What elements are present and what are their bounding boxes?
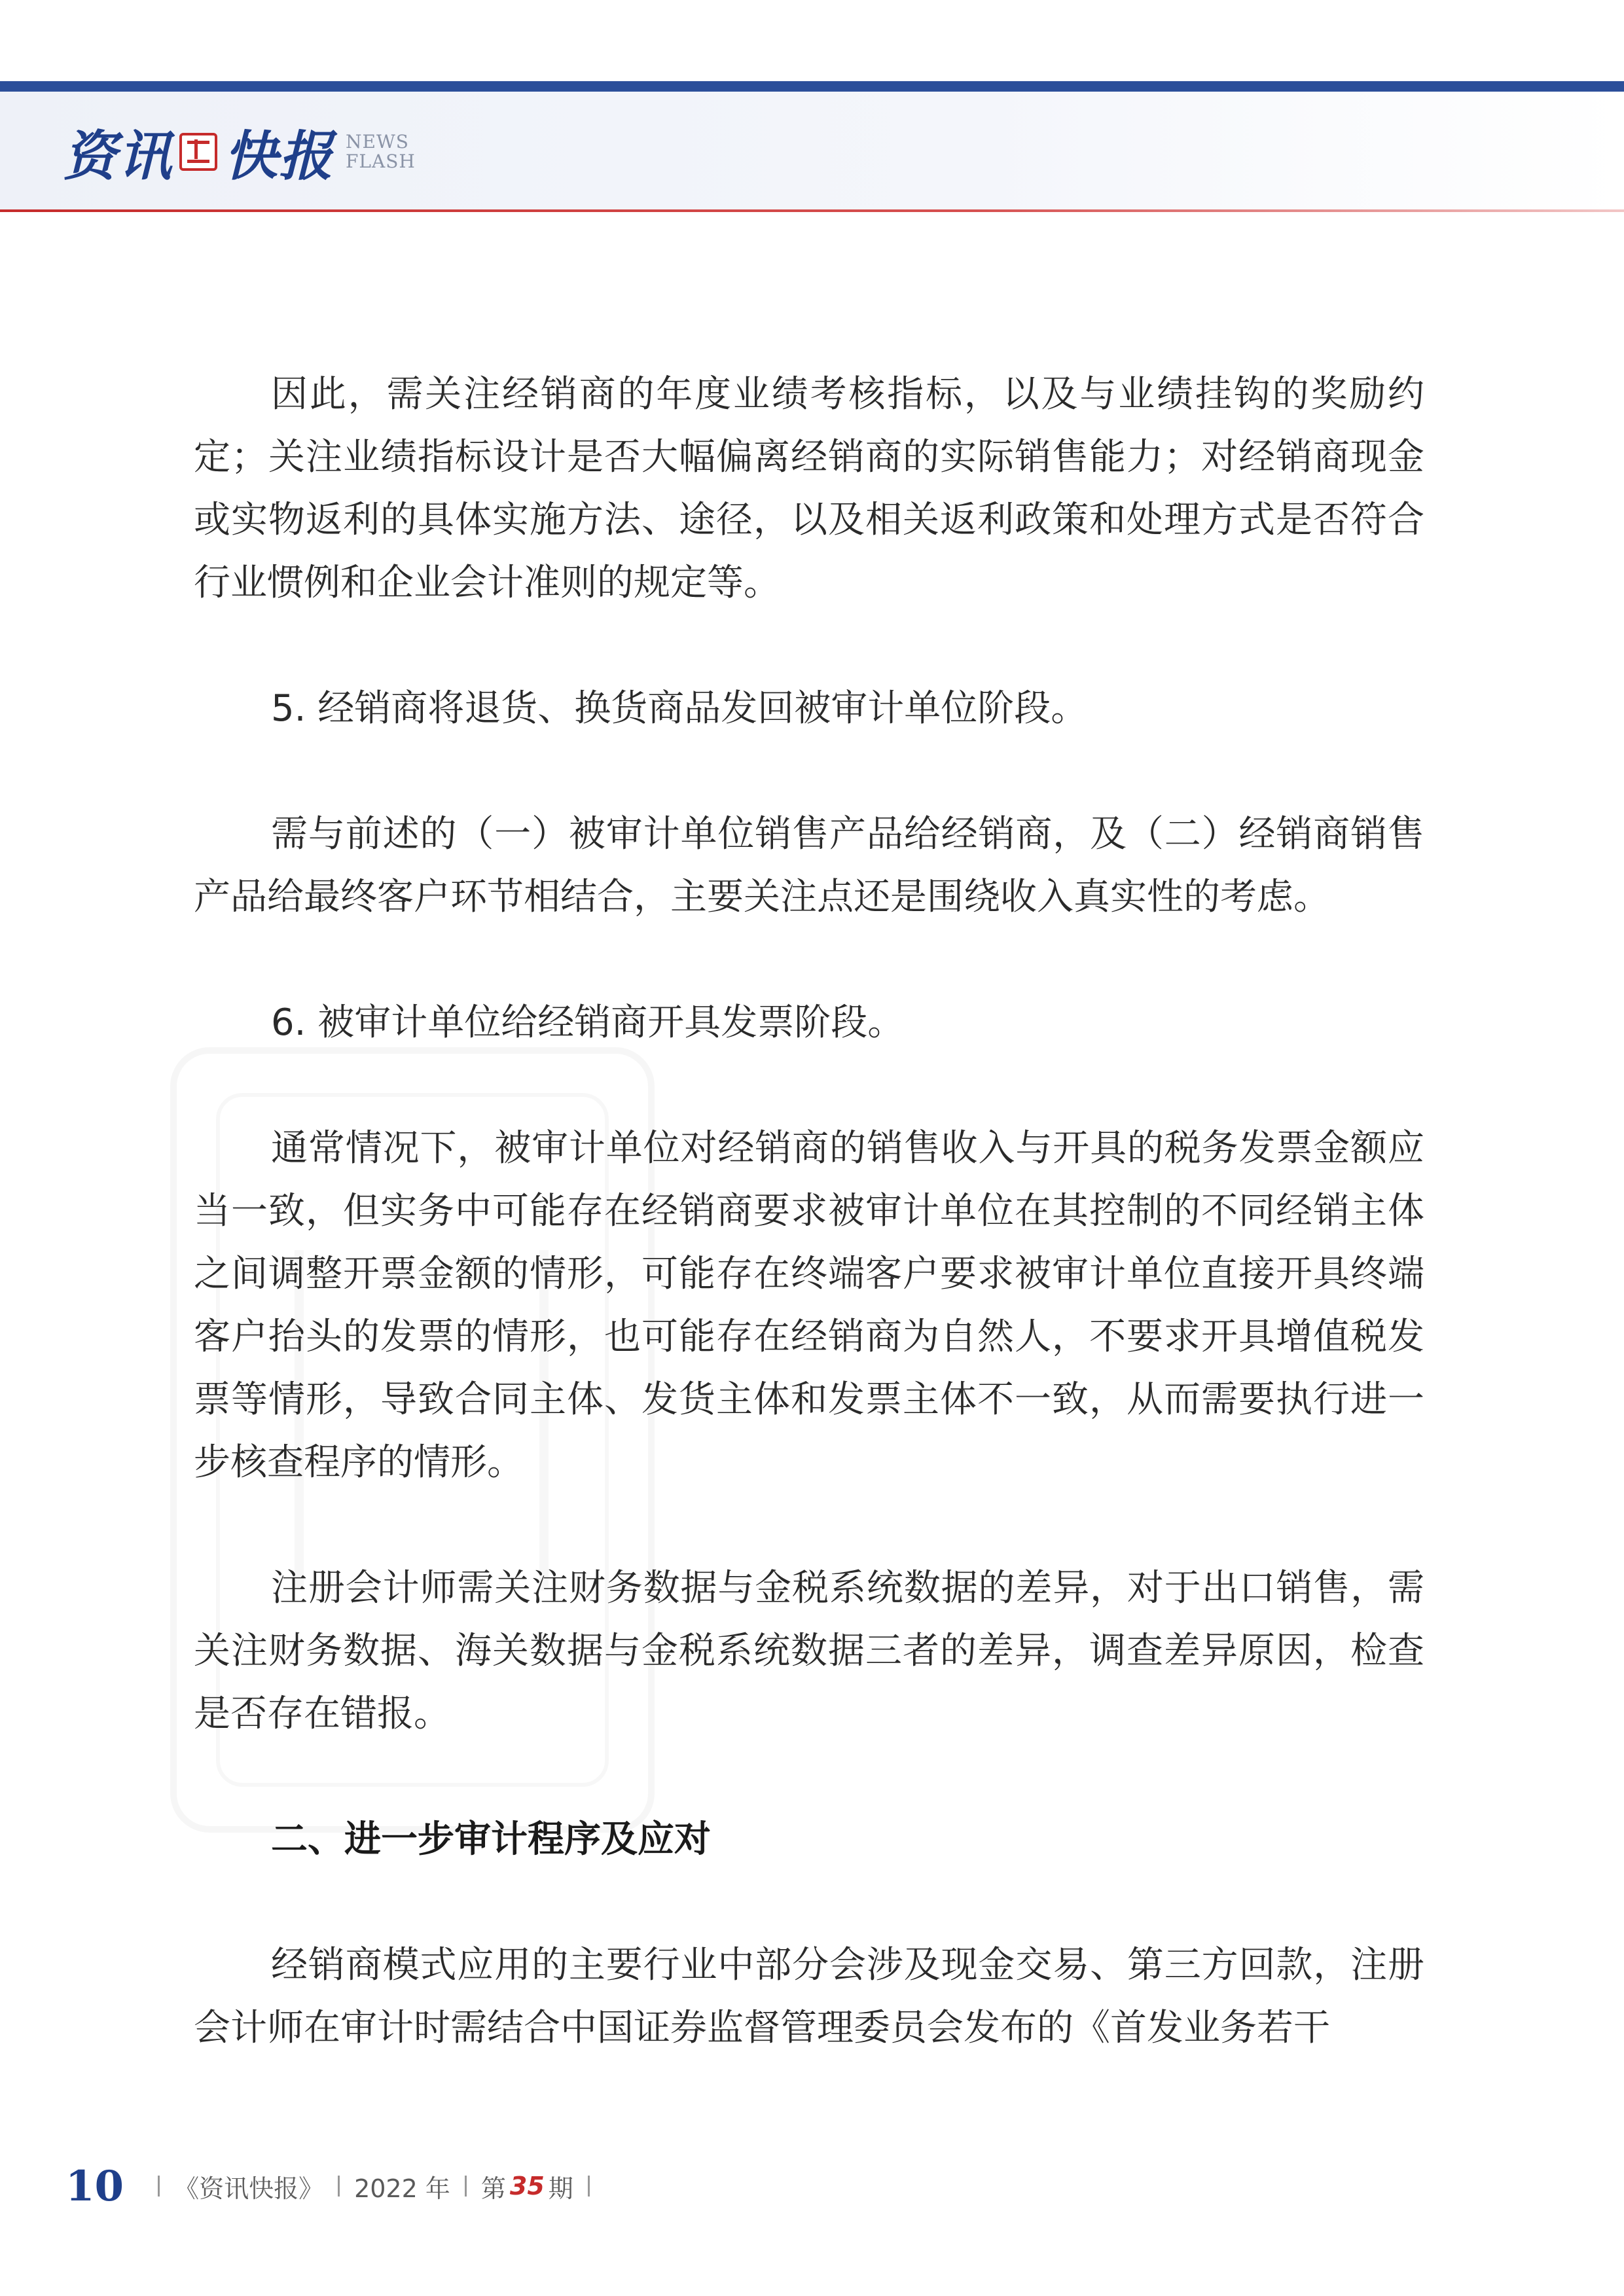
page-footer (65, 2160, 604, 2212)
header-top-bar (0, 81, 1624, 92)
issue-suffix: 期 (548, 2174, 573, 2203)
brand-title-left: 资讯 (63, 124, 173, 188)
paragraph-5: 通常情况下，被审计单位对经销商的销售收入与开具的税务发票金额应当一致，但实务中可能存在经销商要求被审计单位在其控制的不同经销主体之间调整开票金额的情形，可能存在终端客户要求被审计单位直接开具终端客户抬头的发票的情形，也可能存在经销商为自然人，不要求开具增值税发票等情形，导致合同主体、发货主体和发票主体不一致，从而需要执行进一步核查程序的情形。 (194, 1127, 1424, 1484)
brand-english-line1: NEWS (346, 131, 409, 152)
paragraph-2: 5. 经销商将退货、换货商品发回被审计单位阶段。 (271, 687, 1088, 730)
paragraph-1: 因此，需关注经销商的年度业绩考核指标，以及与业绩挂钩的奖励约定；关注业绩指标设计是否大幅偏离经销商的实际销售能力；对经销商现金或实物返利的具体实施方法、途径，以及相关返利政策和处理方式是否符合行业惯例和企业会计准则的规定等。 (194, 373, 1424, 604)
footer-separator (465, 2176, 467, 2197)
paragraph-4: 6. 被审计单位给经销商开具发票阶段。 (271, 1001, 905, 1044)
issue-number: 35 (509, 2172, 545, 2200)
publication-year: 2022 年 (354, 2174, 450, 2203)
footer-separator (158, 2176, 160, 2197)
issue-prefix: 第 (480, 2174, 506, 2203)
brand-english-line2: FLASH (346, 151, 416, 172)
brand-english (346, 132, 416, 171)
page-number: 10 (65, 2161, 124, 2211)
header-divider (0, 209, 1624, 212)
footer-separator (588, 2176, 590, 2197)
paragraph-6: 注册会计师需关注财务数据与金税系统数据的差异，对于出口销售，需关注财务数据、海关数据与金税系统数据三者的差异，调查差异原因，检查是否存在错报。 (194, 1567, 1424, 1735)
paragraph-3: 需与前述的（一）被审计单位销售产品给经销商，及（二）经销商销售产品给最终客户环节相结合，主要关注点还是围绕收入真实性的考虑。 (194, 813, 1424, 918)
brand-logo (63, 113, 416, 191)
paragraph-7: 经销商模式应用的主要行业中部分会涉及现金交易、第三方回款，注册会计师在审计时需结合中国证券监督管理委员会发布的《首发业务若干 (194, 1944, 1424, 2049)
publication-name: 《资讯快报》 (174, 2174, 324, 2203)
section-heading: 二、进一步审计程序及应对 (271, 1818, 711, 1861)
brand-seal-icon (179, 133, 217, 171)
brand-title-right: 快报 (224, 124, 334, 188)
footer-separator (338, 2176, 340, 2197)
article-body (194, 363, 1424, 2060)
